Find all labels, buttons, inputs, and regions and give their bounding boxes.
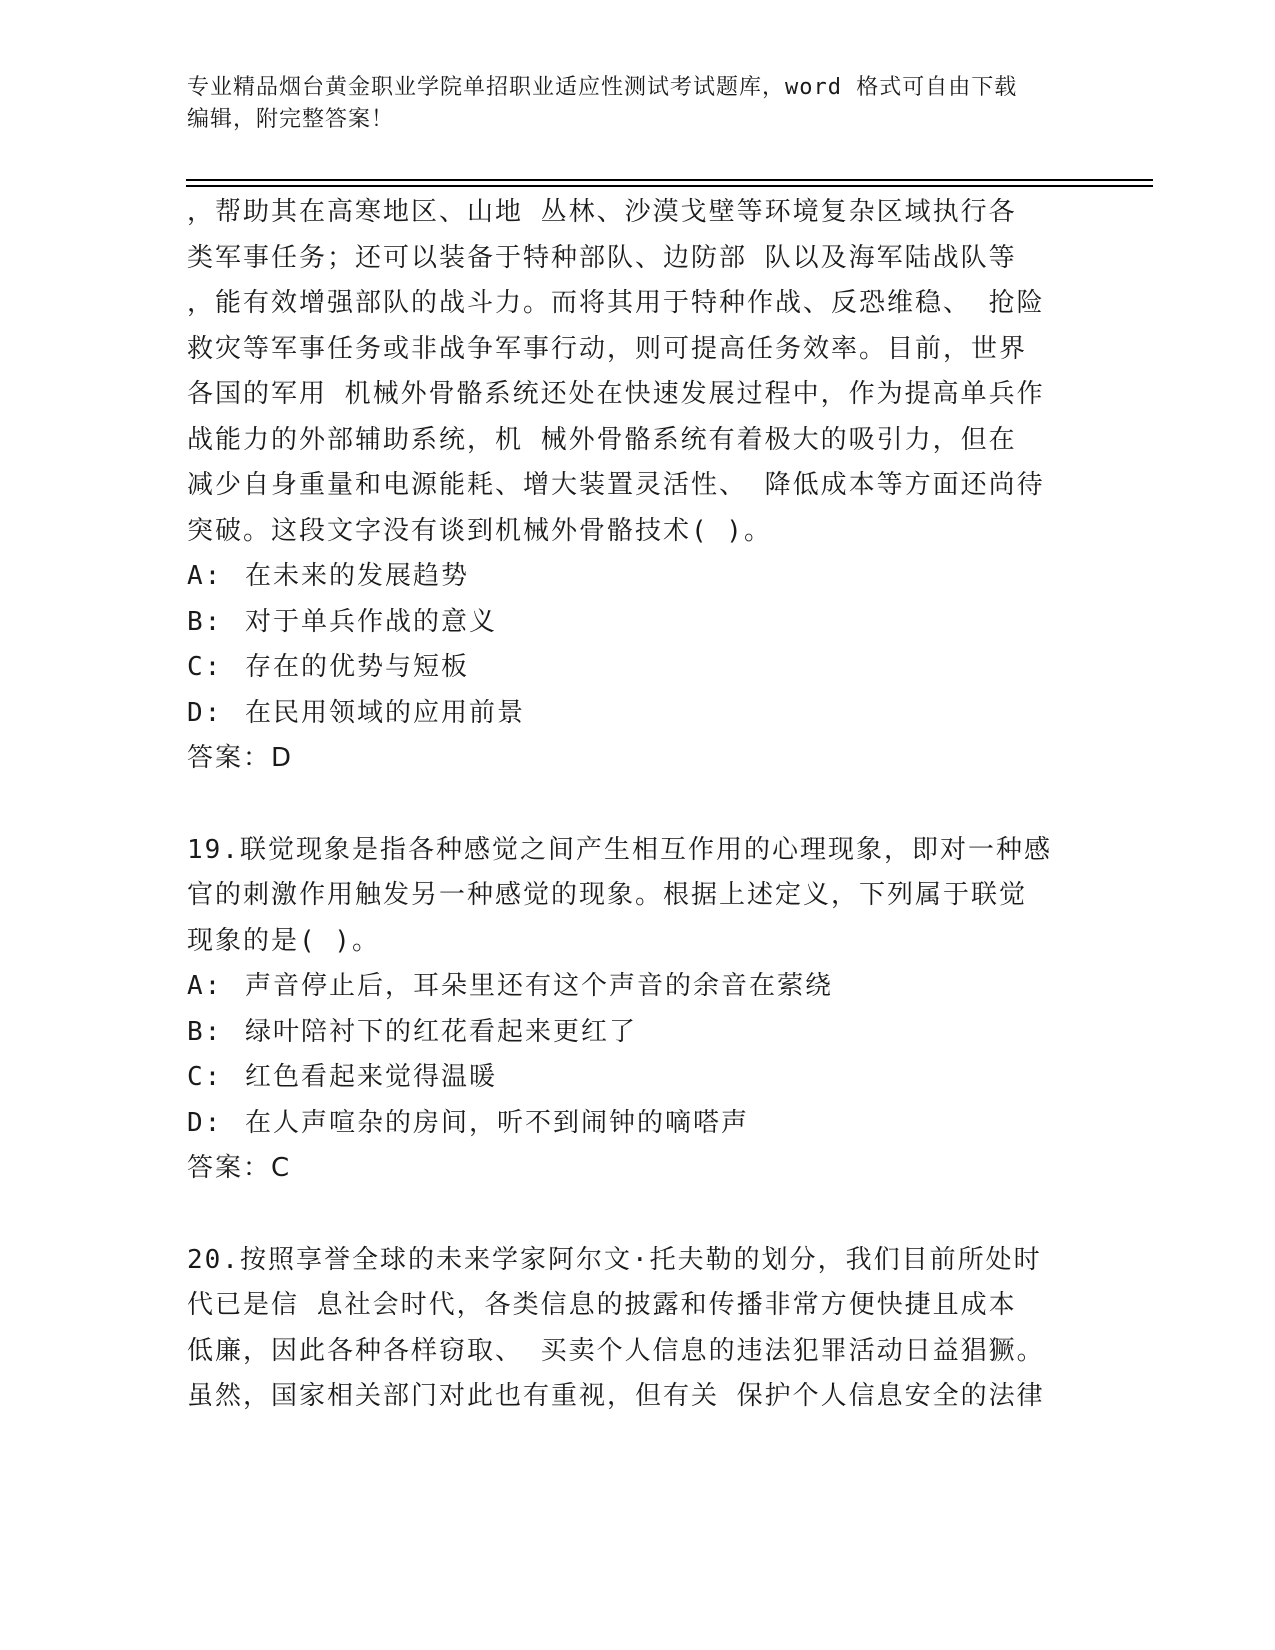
option-text: 在民用领域的应用前景 [245, 697, 526, 728]
document-header [187, 72, 1087, 136]
option-letter: B: [187, 606, 223, 637]
option-letter: A: [187, 971, 223, 1001]
option-a [187, 964, 1087, 1010]
question-stem-line: 类军事任务；还可以装备于特种部队、边防部 队以及海军陆战队等 [187, 242, 1017, 273]
question-18 [187, 190, 1087, 782]
option-text: 在人声喧杂的房间，听不到闹钟的嘀嗒声 [245, 1107, 750, 1138]
option-text: 对于单兵作战的意义 [245, 606, 498, 637]
question-stem-line: 官的刺激作用触发另一种感觉的现象。根据上述定义，下列属于联觉 [187, 880, 1028, 910]
question-stem-line: ，能有效增强部队的战斗力。而将其用于特种作战、反恐维稳、 抢险 [187, 288, 1045, 318]
question-stem-line: 救灾等军事任务或非战争军事行动，则可提高任务效率。目前，世界 [187, 333, 1028, 364]
question-stem-line: 战能力的外部辅助系统，机 械外骨骼系统有着极大的吸引力，但在 [187, 424, 1017, 455]
option-text: 红色看起来觉得温暖 [245, 1062, 498, 1092]
option-text: 声音停止后，耳朵里还有这个声音的余音在萦绕 [245, 971, 834, 1001]
question-spacer [187, 782, 1087, 828]
option-b [187, 600, 1087, 646]
header-rule-thin [186, 179, 1153, 181]
answer-line: 答案：C [187, 1153, 292, 1183]
option-text: 在未来的发展趋势 [245, 561, 470, 591]
option-letter: C: [187, 652, 223, 682]
option-d [187, 1101, 1087, 1147]
header-line: 专业精品烟台黄金职业学院单招职业适应性测试考试题库，word 格式可自由下载 [187, 75, 1018, 100]
document-body [187, 190, 1087, 1420]
option-b [187, 1010, 1087, 1056]
question-stem-line: 虽然，国家相关部门对此也有重视，但有关 保护个人信息安全的法律 [187, 1381, 1045, 1411]
question-stem-line: 现象的是( )。 [187, 925, 380, 956]
option-letter: A: [187, 561, 223, 591]
option-c [187, 645, 1087, 691]
option-letter: D: [187, 697, 223, 728]
question-spacer [187, 1192, 1087, 1238]
option-letter: B: [187, 1016, 223, 1047]
option-letter: C: [187, 1062, 223, 1092]
option-c [187, 1055, 1087, 1101]
header-line: 编辑，附完整答案！ [187, 107, 395, 132]
question-stem-line: 突破。这段文字没有谈到机械外骨骼技术( )。 [187, 515, 772, 546]
question-stem-line: 19.联觉现象是指各种感觉之间产生相互作用的心理现象，即对一种感 [187, 834, 1052, 865]
option-d [187, 691, 1087, 737]
question-20 [187, 1238, 1087, 1420]
option-text: 存在的优势与短板 [245, 652, 470, 682]
question-stem-line: ，帮助其在高寒地区、山地 丛林、沙漠戈壁等环境复杂区域执行各 [187, 197, 1017, 227]
header-rule-thick [186, 185, 1153, 187]
option-letter: D: [187, 1107, 223, 1138]
question-stem-line: 各国的军用 机械外骨骼系统还处在快速发展过程中，作为提高单兵作 [187, 379, 1045, 409]
option-text: 绿叶陪衬下的红花看起来更红了 [245, 1016, 638, 1047]
question-stem-line: 减少自身重量和电源能耗、增大装置灵活性、 降低成本等方面还尚待 [187, 470, 1045, 500]
question-stem-line: 低廉，因此各种各样窃取、 买卖个人信息的违法犯罪活动日益猖獗。 [187, 1335, 1045, 1366]
question-stem-line: 代已是信 息社会时代，各类信息的披露和传播非常方便快捷且成本 [187, 1290, 1017, 1320]
answer-line: 答案：D [187, 743, 294, 773]
option-a [187, 554, 1087, 600]
question-19 [187, 828, 1087, 1192]
question-stem-line: 20.按照享誉全球的未来学家阿尔文·托夫勒的划分，我们目前所处时 [187, 1244, 1042, 1275]
